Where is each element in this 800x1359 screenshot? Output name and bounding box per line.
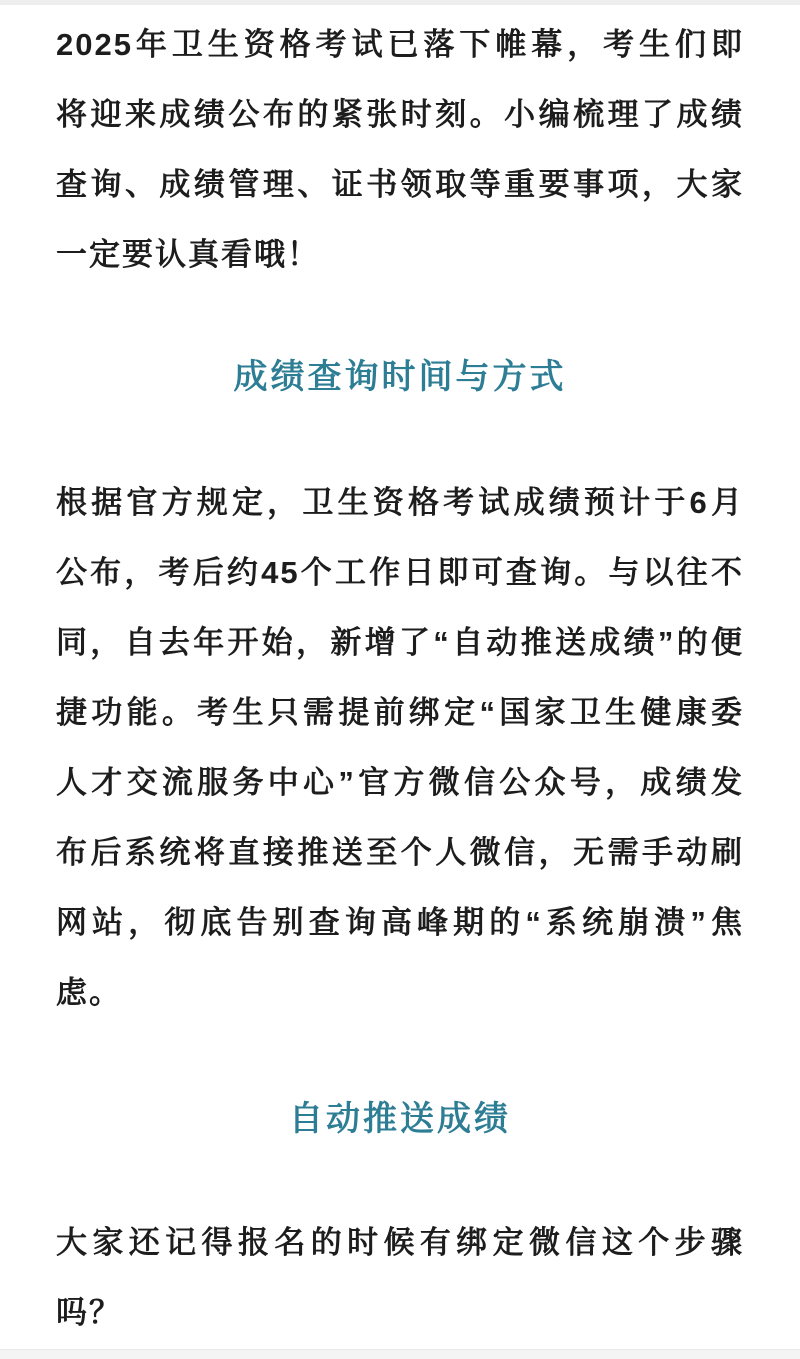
section-heading-score-query: 成绩查询时间与方式 — [233, 358, 567, 396]
paragraph-line: 将迎来成绩公布的紧张时刻。小编梳理了成绩 — [56, 97, 744, 132]
auto-push-paragraph — [56, 1208, 744, 1348]
paragraph-line: 人才交流服务中心”官方微信公众号，成绩发 — [56, 765, 744, 800]
paragraph-line: 同，自去年开始，新增了“自动推送成绩”的便 — [56, 625, 744, 660]
paragraph-line: 公布，考后约45个工作日即可查询。与以往不 — [56, 555, 744, 590]
paragraph-line: 虑。 — [56, 975, 122, 1010]
bottom-edge-band — [0, 1349, 800, 1359]
paragraph-line: 捷功能。考生只需提前绑定“国家卫生健康委 — [56, 695, 744, 730]
article-body — [56, 0, 744, 1348]
paragraph-line: 根据官方规定，卫生资格考试成绩预计于6月 — [56, 485, 744, 520]
intro-paragraph — [56, 10, 744, 290]
paragraph-line: 一定要认真看哦！ — [56, 237, 320, 272]
paragraph-line: 网站，彻底告别查询高峰期的“系统崩溃”焦 — [56, 905, 744, 940]
score-query-paragraph — [56, 468, 744, 1028]
paragraph-line: 吗？ — [56, 1295, 122, 1330]
paragraph-line: 2025年卫生资格考试已落下帷幕，考生们即 — [56, 27, 744, 62]
paragraph-line: 查询、成绩管理、证书领取等重要事项，大家 — [56, 167, 744, 202]
section-heading-auto-push: 自动推送成绩 — [289, 1100, 511, 1138]
paragraph-line: 大家还记得报名的时候有绑定微信这个步骤 — [56, 1225, 744, 1260]
paragraph-line: 布后系统将直接推送至个人微信，无需手动刷 — [56, 835, 744, 870]
